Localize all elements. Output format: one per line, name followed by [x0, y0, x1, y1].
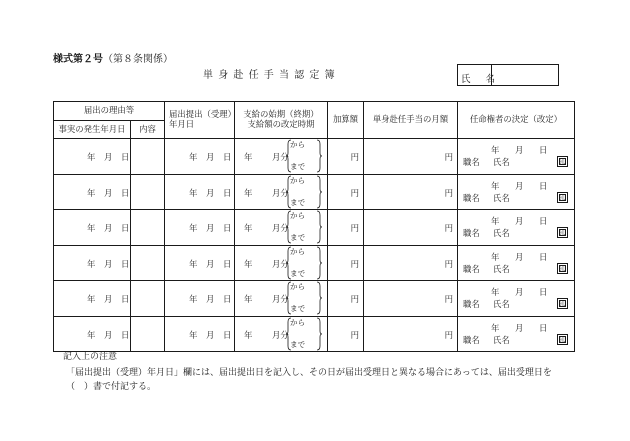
day-label: 日: [539, 145, 548, 155]
post-label: 職名: [463, 334, 480, 345]
day-label: 日: [223, 187, 232, 198]
day-label: 日: [539, 322, 548, 333]
brace-right-icon: [316, 317, 322, 351]
seal-stamp: 印: [559, 158, 566, 166]
to-label: まで: [290, 197, 306, 207]
yen-label: 円: [444, 258, 453, 269]
year-label: 年: [491, 251, 500, 262]
month-label: 月: [104, 187, 113, 198]
filed-date-cell[interactable]: [165, 174, 235, 210]
header-decision: 任命権者の決定（改定）: [458, 102, 575, 139]
year-label: 年: [189, 152, 198, 162]
yen-label: 円: [350, 187, 359, 198]
brace-right-icon: [316, 210, 322, 244]
day-label: 日: [223, 329, 232, 340]
day-label: 日: [121, 329, 130, 340]
header-addition: 加算額: [328, 102, 364, 139]
month-label: 月: [515, 145, 524, 155]
yen-label: 円: [444, 294, 453, 304]
notes-title: 記入上の注意: [63, 352, 118, 362]
yen-label: 円: [444, 152, 453, 162]
content-cell[interactable]: [131, 316, 165, 352]
post-label: 職名: [463, 263, 480, 274]
day-label: 日: [223, 152, 232, 162]
name-label: 氏名: [493, 263, 510, 274]
year-label: 年: [244, 258, 253, 269]
month-part-label: 月分: [272, 223, 289, 233]
form-number-bold: 様式第２号: [53, 54, 103, 65]
period-cell[interactable]: [235, 174, 328, 210]
seal-stamp: 印: [559, 300, 566, 308]
year-label: 年: [87, 152, 96, 162]
brace-right-icon: [316, 175, 322, 209]
to-label: まで: [290, 304, 306, 313]
from-label: から: [290, 175, 306, 185]
record-row: [54, 174, 575, 210]
form-number-label: [53, 55, 173, 65]
day-label: 日: [121, 187, 130, 198]
yen-label: 円: [444, 223, 453, 233]
from-label: から: [290, 246, 306, 256]
record-row: [54, 245, 575, 281]
header-filed-date: 届出提出（受理）年月日: [165, 102, 235, 139]
monthly-amount-cell[interactable]: [364, 316, 458, 352]
from-label: から: [290, 211, 306, 220]
year-label: 年: [189, 294, 198, 304]
period-cell[interactable]: [235, 316, 328, 352]
day-label: 日: [223, 294, 232, 304]
month-label: 月: [206, 152, 215, 162]
header-content: 内容: [131, 121, 165, 139]
post-label: 職名: [463, 299, 480, 309]
period-cell[interactable]: [235, 281, 328, 317]
name-label: 氏名: [493, 299, 510, 309]
brace-right-icon: [316, 139, 322, 173]
from-to-brace: [286, 317, 306, 351]
day-label: 日: [121, 294, 130, 304]
occurrence-date-cell[interactable]: [54, 174, 131, 210]
month-part-label: 月分: [272, 258, 289, 269]
brace-right-icon: [316, 281, 322, 315]
monthly-amount-cell[interactable]: [364, 281, 458, 317]
to-label: まで: [290, 233, 306, 242]
post-label: 職名: [463, 157, 480, 167]
year-label: 年: [189, 329, 198, 340]
decision-cell[interactable]: [458, 139, 575, 175]
content-cell[interactable]: [131, 174, 165, 210]
decision-cell[interactable]: [458, 245, 575, 281]
to-label: まで: [290, 268, 306, 278]
addition-cell[interactable]: [328, 245, 364, 281]
year-label: 年: [87, 258, 96, 269]
month-label: 月: [104, 152, 113, 162]
month-part-label: 月分: [272, 187, 289, 198]
day-label: 日: [539, 251, 548, 262]
day-label: 日: [539, 216, 548, 226]
content-cell[interactable]: [131, 139, 165, 175]
monthly-amount-cell[interactable]: [364, 210, 458, 246]
header-row-1: [54, 102, 575, 121]
month-label: 月: [515, 251, 524, 262]
record-row: [54, 139, 575, 175]
document-title: 単身赴任手当認定簿: [203, 70, 340, 81]
filed-date-cell[interactable]: [165, 210, 235, 246]
year-label: 年: [189, 223, 198, 233]
yen-label: 円: [444, 329, 453, 340]
header-reason: 届出の理由等: [54, 102, 165, 121]
from-to-brace: [286, 281, 306, 315]
header-period: [235, 102, 328, 139]
month-label: 月: [206, 329, 215, 340]
from-to-brace: [286, 210, 306, 244]
year-label: 年: [244, 187, 253, 198]
year-label: 年: [244, 152, 253, 162]
month-label: 月: [206, 294, 215, 304]
notes-body: 「届出提出（受理）年月日」欄には、届出提出日を記入し、その日が届出受理日と異なる場合にあっては、届出受理日を（ ）書で付記する。: [66, 368, 552, 392]
year-label: 年: [87, 223, 96, 233]
seal-stamp: 印: [559, 229, 566, 237]
content-cell[interactable]: [131, 210, 165, 246]
filed-date-cell[interactable]: [165, 281, 235, 317]
month-label: 月: [104, 223, 113, 233]
month-part-label: 月分: [272, 329, 289, 340]
year-label: 年: [491, 180, 500, 191]
month-part-label: 月分: [272, 294, 289, 304]
seal-stamp: 印: [559, 335, 566, 344]
month-label: 月: [206, 258, 215, 269]
year-label: 年: [491, 216, 500, 226]
yen-label: 円: [350, 294, 359, 304]
day-label: 日: [223, 223, 232, 233]
day-label: 日: [223, 258, 232, 269]
year-label: 年: [491, 145, 500, 155]
form-number-article: （第８条関係）: [103, 54, 173, 65]
post-label: 職名: [463, 192, 480, 203]
year-label: 年: [87, 294, 96, 304]
monthly-amount-cell[interactable]: [364, 174, 458, 210]
brace-right-icon: [316, 246, 322, 280]
month-label: 月: [515, 180, 524, 191]
record-row: [54, 316, 575, 352]
addition-cell[interactable]: [328, 316, 364, 352]
header-period-line1: 支給の始期（終期）: [243, 109, 319, 120]
filed-date-cell[interactable]: [165, 245, 235, 281]
name-label: 氏名: [493, 334, 510, 345]
year-label: 年: [491, 322, 500, 333]
from-label: から: [290, 140, 306, 149]
decision-cell[interactable]: [458, 281, 575, 317]
header-occurrence-date: 事実の発生年月日: [54, 121, 131, 139]
to-label: まで: [290, 162, 306, 171]
year-label: 年: [189, 187, 198, 198]
certification-table: [53, 101, 575, 352]
name-box: [457, 64, 559, 86]
year-label: 年: [87, 329, 96, 340]
day-label: 日: [121, 258, 130, 269]
content-cell[interactable]: [131, 281, 165, 317]
month-label: 月: [206, 223, 215, 233]
addition-cell[interactable]: [328, 281, 364, 317]
to-label: まで: [290, 339, 306, 349]
day-label: 日: [539, 287, 548, 297]
seal-stamp: 印: [559, 264, 566, 273]
decision-cell[interactable]: [458, 316, 575, 352]
decision-cell[interactable]: [458, 174, 575, 210]
filed-date-cell[interactable]: [165, 316, 235, 352]
day-label: 日: [539, 180, 548, 191]
occurrence-date-cell[interactable]: [54, 281, 131, 317]
year-label: 年: [244, 329, 253, 340]
name-label: 氏名: [493, 157, 510, 167]
day-label: 日: [121, 223, 130, 233]
period-cell[interactable]: [235, 210, 328, 246]
seal-stamp: 印: [559, 193, 566, 202]
period-cell[interactable]: [235, 139, 328, 175]
yen-label: 円: [350, 329, 359, 340]
month-label: 月: [104, 258, 113, 269]
yen-label: 円: [350, 258, 359, 269]
monthly-amount-cell[interactable]: [364, 139, 458, 175]
yen-label: 円: [444, 187, 453, 198]
name-box-label: 氏 名: [461, 74, 502, 85]
year-label: 年: [244, 294, 253, 304]
name-label: 氏名: [493, 228, 510, 238]
addition-cell[interactable]: [328, 210, 364, 246]
name-box-divider: [491, 65, 492, 85]
record-row: [54, 281, 575, 317]
month-label: 月: [515, 287, 524, 297]
month-label: 月: [206, 187, 215, 198]
filed-date-cell[interactable]: [165, 139, 235, 175]
occurrence-date-cell[interactable]: [54, 245, 131, 281]
month-label: 月: [104, 329, 113, 340]
from-to-brace: [286, 139, 306, 173]
yen-label: 円: [350, 152, 359, 162]
from-label: から: [290, 282, 306, 291]
year-label: 年: [491, 287, 500, 297]
header-period-line2: 支給額の改定時期: [247, 119, 315, 129]
month-part-label: 月分: [272, 152, 289, 162]
occurrence-date-cell[interactable]: [54, 139, 131, 175]
name-label: 氏名: [493, 192, 510, 203]
monthly-amount-cell[interactable]: [364, 245, 458, 281]
from-to-brace: [286, 246, 306, 280]
occurrence-date-cell[interactable]: [54, 210, 131, 246]
content-cell[interactable]: [131, 245, 165, 281]
month-label: 月: [515, 216, 524, 226]
from-to-brace: [286, 175, 306, 209]
decision-cell[interactable]: [458, 210, 575, 246]
record-row: [54, 210, 575, 246]
year-label: 年: [189, 258, 198, 269]
addition-cell[interactable]: [328, 174, 364, 210]
addition-cell[interactable]: [328, 139, 364, 175]
month-label: 月: [515, 322, 524, 333]
yen-label: 円: [350, 223, 359, 233]
day-label: 日: [121, 152, 130, 162]
year-label: 年: [87, 187, 96, 198]
year-label: 年: [244, 223, 253, 233]
period-cell[interactable]: [235, 245, 328, 281]
header-monthly-amount: 単身赴任手当の月額: [364, 102, 458, 139]
post-label: 職名: [463, 228, 480, 238]
occurrence-date-cell[interactable]: [54, 316, 131, 352]
from-label: から: [290, 317, 306, 327]
month-label: 月: [104, 294, 113, 304]
